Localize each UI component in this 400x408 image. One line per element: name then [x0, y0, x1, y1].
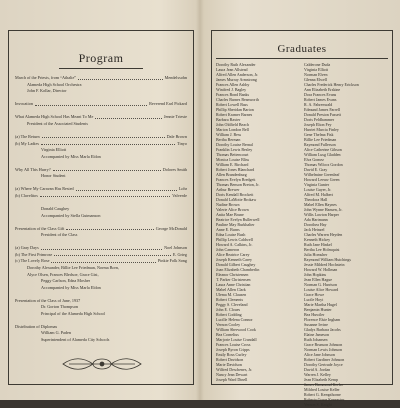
graduate-name: William Sherwood Cook	[216, 327, 256, 332]
graduate-name: Ann Elizabeth Erskine	[304, 87, 341, 92]
program-line-label: Virginia Elliott	[41, 147, 67, 153]
graduate-name: Doris Kendall Brockett	[216, 192, 254, 197]
graduate-name: Vernon Cooley	[216, 322, 241, 327]
graduate-name: T. Parker Christensen	[216, 277, 251, 282]
graduate-name: Lucille Helena Connor	[216, 317, 253, 322]
graduate-name: Emily Ross Curley	[216, 352, 247, 357]
program-line-label: Why All This Hurry?	[15, 166, 51, 172]
dot-leader	[41, 144, 175, 145]
program-line-performer: Mendelssohn	[164, 75, 187, 80]
graduate-name: Bea Cornelius	[216, 332, 239, 337]
program-title: Program	[78, 51, 124, 65]
program-line-performer: Dolores Smith	[162, 166, 187, 172]
graduate-name: Marjorie Louise Crandall	[216, 337, 257, 342]
graduate-name: Elva Gomez	[304, 157, 324, 162]
graduate-name: Lucile Hoyt	[304, 297, 324, 302]
graduate-name: Harriet Marcia Finley	[304, 127, 339, 132]
graduate-name: Charles Warren Heyden	[304, 232, 343, 237]
program-line-performer: Reverend Earl Pickard	[149, 101, 187, 107]
graduate-name: Frances Evelyn Bredgett	[216, 177, 256, 182]
program-line-performer: Tinyo	[177, 140, 187, 146]
graduate-name: Robert Clements	[216, 297, 243, 302]
graduate-name: Pauline May Burkhalter	[216, 222, 255, 227]
graduate-name: Howard Leeuw Green	[304, 177, 340, 182]
graduate-name: Mabel Allen Clark	[216, 287, 246, 292]
graduate-name: Valerie Alice Brown	[216, 207, 249, 212]
graduate-name: Billie Lee Friedman	[304, 137, 337, 142]
program-line-label: Donald Caughey	[41, 206, 70, 211]
graduate-name: Phillip Sheridan Barton	[216, 107, 254, 112]
graduate-name: John E. Cloues	[216, 307, 241, 312]
graduate-name: Donald Preston Fassett	[304, 112, 341, 117]
graduate-name: Donald Gilbert Caughey	[216, 262, 256, 267]
graduates-title: Graduates	[277, 43, 327, 55]
graduate-name: Marie Davidson	[216, 362, 242, 367]
graduate-name: Bea Huwiler	[304, 312, 325, 317]
graduate-name: Willis Lawton Harper	[304, 212, 339, 217]
program-line-label: Accompanied by Miss Marla Eldon	[41, 153, 101, 159]
graduate-name: Alice Beatrice Carey	[216, 252, 250, 257]
graduate-name: Frances Allen Ashby	[216, 82, 250, 87]
graduate-name: Robert Jones Blanchard	[216, 167, 255, 172]
graduate-name: Vernon S. Knight	[304, 402, 332, 407]
graduate-name: William Lusg Gladden	[304, 152, 341, 157]
graduate-name: Frances Louise Cross	[216, 342, 251, 347]
graduate-name: Jean Ellen Hague	[304, 277, 332, 282]
graduate-name: Bertha Berman	[216, 137, 241, 142]
graduate-name: William J. Bess	[216, 132, 242, 137]
graduate-name: Raymond Fullerson	[304, 142, 336, 147]
program-line-performer: Valverde	[172, 192, 187, 198]
program-line-label: Presentation of the Class Gift	[15, 225, 65, 231]
graduate-name: Susanne Irvine	[304, 322, 328, 327]
graduate-name: Norman Lewis Johnson	[304, 347, 342, 352]
graduate-name: Dora Frances Evans	[304, 92, 337, 97]
dot-leader	[78, 79, 163, 80]
graduate-name: Grace Howe	[304, 292, 325, 297]
graduate-name: Jean Elizabeth Kemp	[304, 377, 338, 382]
program-line-label: Honor Student	[41, 173, 66, 179]
program-line-label: (c) The Lovely Rose	[15, 258, 50, 264]
program-line-label: (a) Where My Caravan Has Rested	[15, 186, 74, 192]
graduate-name: Theodora Hall	[304, 197, 328, 202]
graduate-name: Norman Elven	[304, 72, 328, 77]
graduate-name: Frances Bond Banks	[216, 92, 250, 97]
graduate-name: Jack Heinzel	[304, 227, 325, 232]
dot-leader	[66, 229, 154, 230]
graduate-name: Mabel Ellen Haynes	[304, 202, 337, 207]
dot-leader	[51, 262, 156, 263]
graduate-name: Phillip Lewis Caldwell	[216, 237, 253, 242]
graduate-name: Alice Jane Johnson	[304, 352, 335, 357]
graduate-name: John Hopkins	[304, 272, 327, 277]
graduate-name: Peggy S. Cleveland	[216, 302, 248, 307]
graduate-name: R. A. Fahrenwald	[304, 102, 333, 107]
dot-leader	[95, 118, 162, 119]
graduate-name: Laura Anne Christian	[216, 282, 251, 287]
graduate-name: Grace Brunson Johnson	[304, 342, 343, 347]
graduate-name: Ulema M. Clausen	[216, 292, 247, 297]
program-line-label: President of the Class	[41, 232, 78, 238]
graduate-name: Donald LaMotte Brokaw	[216, 197, 257, 202]
program-line-label: Accompanied by Stella Gutmanson	[41, 212, 101, 218]
program-line-label: Dr. Gorton Thompson	[41, 304, 79, 310]
program-line	[15, 336, 187, 343]
graduate-name: Robert G. Kempthorne	[304, 392, 341, 397]
program-line-label: President of the Associated Students	[27, 120, 88, 126]
program-line-performer: Dale Brown	[166, 133, 187, 139]
program-line-label: Peggy Carlson, Edna Mosher	[41, 278, 91, 284]
graduate-name: John Cameron	[216, 247, 240, 252]
graduate-name: Jessie Mildred Hochstein	[304, 262, 345, 267]
graduate-name: Gene Thelma Fisk	[304, 132, 334, 137]
graduate-name: Alfred Allen Anderson, Jr.	[216, 72, 259, 77]
graduate-name: Calderone Duda	[304, 62, 331, 67]
program-line-label: Alameda High School Orchestra	[27, 81, 82, 87]
graduate-name: Elaine Jameson	[304, 332, 329, 337]
graduate-name: Robert Lowell Bass	[216, 102, 248, 107]
dot-leader	[76, 190, 177, 191]
graduate-name: Kenneth Hickey	[304, 237, 331, 242]
program-line-label: (a) Gray Days	[15, 245, 39, 251]
program-line-label: Superintendent of Alameda City Schools	[41, 337, 110, 342]
program-line-label: (a) The Return	[15, 133, 40, 139]
graduate-name: Eleanor Christensen	[216, 272, 249, 277]
program-line-label: Presentation of the Class of June, 1937	[15, 297, 81, 303]
program-line-label: (b) Clavelitos	[15, 192, 38, 198]
graduate-name: Virginia Elliott	[304, 67, 329, 72]
graduate-name: Dorothy Gertrude Joyce	[304, 362, 343, 367]
program-line-performer: E. Grieg	[172, 251, 187, 257]
dot-leader	[41, 249, 162, 250]
graduate-name: William E. Birchard	[216, 162, 249, 167]
graduate-name: James Murray Armstrong	[216, 77, 257, 82]
program-line-label: Alyce Olsen, Frances Bledsoe, Grace Gist,	[27, 271, 99, 277]
graduate-name: Louise Alice Howard	[304, 287, 339, 292]
program-line-label: John F. Kollar, Director	[27, 88, 67, 94]
program-line-label: Accompanied by Miss Marla Eldon	[41, 284, 101, 290]
graduate-name: Ruth Johansen	[304, 337, 328, 342]
program-page	[8, 30, 194, 385]
program-line-label: (b) My Ladies	[15, 140, 39, 146]
graduate-name: James Hammond Kerlee	[304, 382, 344, 387]
program-line-label: What Alameda High School Has Meant To Me	[15, 114, 94, 120]
graduate-name: Barbara Baxter	[216, 117, 241, 122]
graduate-name: Louise Guyer, Jr.	[304, 187, 332, 192]
graduate-name: Alfred M. Halbert	[304, 192, 333, 197]
graduate-name: Virginia Gunter	[304, 182, 330, 187]
graduate-name: Wilfred Deschenes, Jr.	[216, 367, 253, 372]
graduate-name: Monica Louise Bliss	[216, 157, 250, 162]
graduates-title-rule	[216, 58, 388, 59]
graduate-name: Ada Hartmann	[304, 217, 328, 222]
graduate-name: Beatrice Evelyn Bullerwell	[216, 217, 260, 222]
graduate-name: Arthur Brewer	[216, 187, 240, 192]
program-line-performer: Lohr	[178, 186, 187, 192]
dot-leader	[42, 137, 165, 138]
graduate-name: Glenna Elwell	[304, 77, 327, 82]
graduate-name: Gladys Barbara Jacobs	[304, 327, 341, 332]
graduate-name: Ruth Jane Hinkel	[304, 242, 332, 247]
graduate-name: Joseph Ward Dinell	[216, 377, 248, 382]
program-line-label: Distribution of Diplomas	[15, 323, 58, 329]
graduate-name: Julia Homsher	[304, 252, 328, 257]
graduate-name: Dorothea Hay	[304, 222, 327, 227]
graduate-name: Dorothy Ruth Alexander	[216, 62, 256, 67]
graduate-name: Alice Catherine Gibson	[304, 147, 342, 152]
graduate-name: Thomas Wilcox Gordon	[304, 162, 343, 167]
program-line-performer: Jennie Trieste	[163, 114, 187, 120]
graduate-name: Robert Gardiner Johnson	[304, 357, 345, 362]
graduate-name: Roberta Grace Keneaster	[304, 397, 345, 402]
graduate-name: Raymond William Hutchings	[304, 257, 351, 262]
graduate-name: Allen Brandenburg	[216, 172, 247, 177]
graduate-name: Doris Feldhammer	[304, 117, 335, 122]
program-line-label: William G. Paden	[41, 330, 71, 336]
graduate-name: John Oldfield Beach	[216, 122, 249, 127]
graduate-name: Robert Davidson	[216, 357, 244, 362]
graduate-name: David E. Gray	[304, 167, 328, 172]
graduate-name: Thomas Bettencourt	[216, 152, 249, 157]
program-line-performer: Noel Johnson	[164, 245, 187, 251]
graduate-name: Anne E. Burns	[216, 227, 240, 232]
graduate-name: Anita Mae Brune	[216, 212, 244, 217]
graduate-name: Thomas Benson Breton, Jr.	[216, 182, 260, 187]
graduate-name: Joseph Elton Fey	[304, 122, 332, 127]
graduate-name: Nancy Jean Dewart	[216, 372, 248, 377]
graduate-name: Laura Jean Allstead	[216, 67, 248, 72]
program-line-label: Dorothy Alexander, Billie Lee Friedman, Norma Born,	[27, 264, 120, 270]
graduate-name: John Wynne Hansen, Jr.	[304, 207, 343, 212]
graduate-name: Winifred J. Bagley	[216, 87, 247, 92]
graduate-name: Howard W. Hollman	[304, 267, 338, 272]
program-line-label: March of the Priests, from “Athalie”	[15, 75, 77, 80]
graduate-name: Charles Frederick Henry Erickson	[304, 82, 359, 87]
graduate-name: Franklin Lewis Besley	[216, 147, 253, 152]
dot-leader	[53, 170, 161, 171]
graduate-name: Marie Martha Hugel	[304, 302, 337, 307]
graduate-name: Howard A. Calkins, Jr.	[216, 242, 253, 247]
graduate-name: Dorothy Louise Bernal	[216, 142, 253, 147]
graduate-name: Charles Barnes Beanworth	[216, 97, 259, 102]
graduate-name: David A. Jordan	[304, 367, 331, 372]
graduate-name: Mildred Louise Keller	[304, 387, 340, 392]
graduate-name: Nadine Brown	[216, 202, 240, 207]
ornament-icon	[59, 357, 145, 371]
dot-leader	[40, 196, 170, 197]
graduate-name: Joseph Byron Cripps	[216, 347, 250, 352]
program-line-label: Principal of the Alameda High School	[41, 310, 105, 316]
dot-leader	[54, 255, 171, 256]
dot-leader	[35, 105, 147, 106]
graduate-name: Robert James Evans	[304, 97, 337, 102]
program-line-label: Invocation	[15, 101, 33, 107]
graduates-page	[211, 30, 393, 407]
program-line-performer: George McDonald	[155, 225, 187, 231]
graduate-name: Warren J. Kelley	[304, 372, 331, 377]
program-line-performer: Pinkie Folk Song	[157, 258, 187, 264]
graduate-name: Robert Kramer Barnes	[216, 112, 253, 117]
program-title-rule	[59, 68, 143, 69]
graduate-name: Bertha Lee Holmquist	[304, 247, 340, 252]
graduate-name: Marion London Bell	[216, 127, 249, 132]
graduate-name: Norman G. Harrison	[304, 282, 337, 287]
graduate-name: Edna Louise Bush	[216, 232, 246, 237]
graduate-name: Joseph Kenneth Carey	[216, 257, 252, 262]
graduate-name: Edmund James Farrell	[304, 107, 340, 112]
graduate-name: Florence Elsie Ingham	[304, 317, 341, 322]
graduate-name: Wilhelmine Greenleaf	[304, 172, 340, 177]
graduate-name: Benjamin Hunter	[304, 307, 332, 312]
graduate-name: Robert Codding	[216, 312, 242, 317]
program-line-label: (b) The First Primrose	[15, 251, 53, 257]
graduate-name: Joan Elizabeth Chamberlin	[216, 267, 260, 272]
